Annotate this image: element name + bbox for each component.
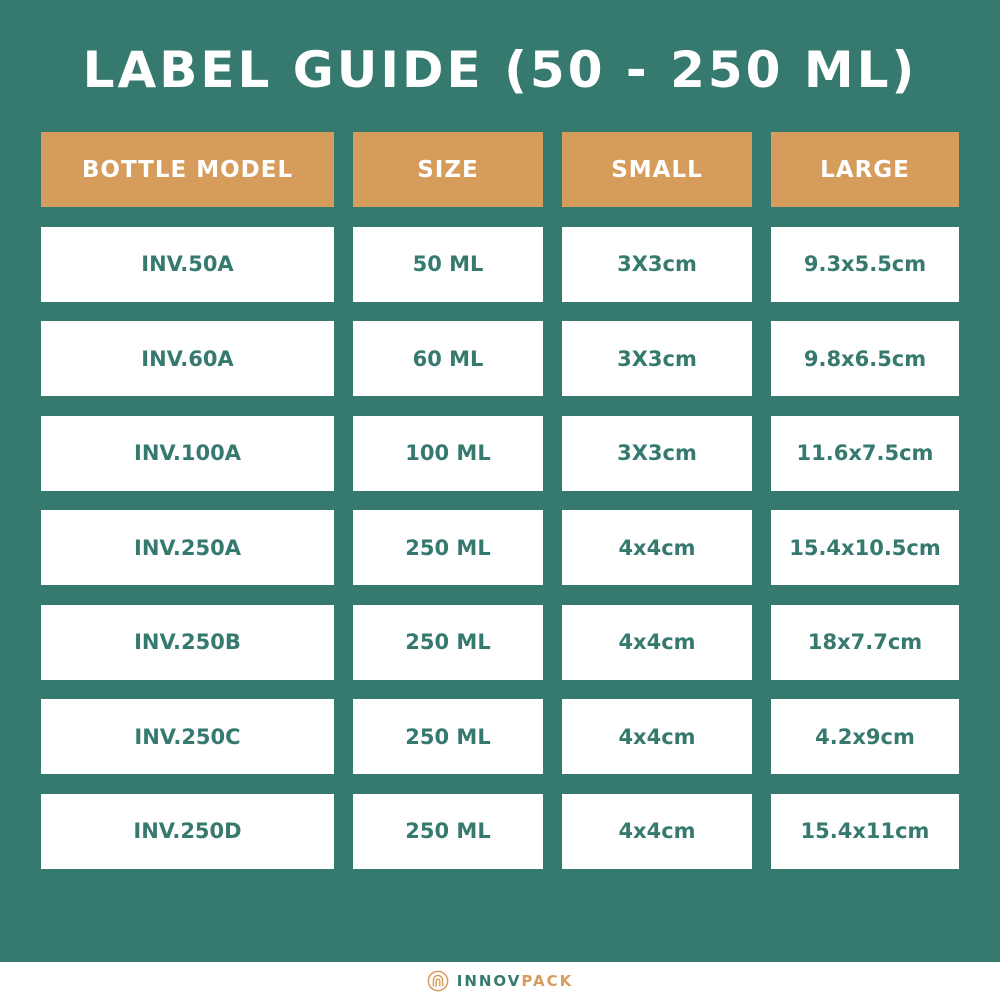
label-guide-table	[41, 132, 959, 869]
cell-model: INV.60A	[41, 321, 334, 396]
page-title: LABEL GUIDE (50 - 250 ML)	[82, 41, 918, 99]
cell-model: INV.250D	[41, 794, 334, 869]
cell-small: 3X3cm	[562, 416, 752, 491]
cell-size: 250 ML	[353, 510, 543, 585]
cell-large: 15.4x10.5cm	[771, 510, 959, 585]
cell-size: 100 ML	[353, 416, 543, 491]
innovpack-logo-icon	[427, 970, 449, 992]
cell-small: 4x4cm	[562, 794, 752, 869]
header-bottle-model: BOTTLE MODEL	[41, 132, 334, 207]
cell-large: 11.6x7.5cm	[771, 416, 959, 491]
brand-name-part1: INNOV	[456, 972, 522, 990]
header-size: SIZE	[353, 132, 543, 207]
cell-large: 15.4x11cm	[771, 794, 959, 869]
cell-small: 4x4cm	[562, 510, 752, 585]
cell-large: 9.3x5.5cm	[771, 227, 959, 302]
cell-size: 50 ML	[353, 227, 543, 302]
cell-model: INV.250A	[41, 510, 334, 585]
cell-model: INV.250C	[41, 699, 334, 774]
cell-small: 4x4cm	[562, 605, 752, 680]
header-small: SMALL	[562, 132, 752, 207]
cell-size: 60 ML	[353, 321, 543, 396]
cell-small: 3X3cm	[562, 227, 752, 302]
cell-large: 9.8x6.5cm	[771, 321, 959, 396]
brand-name	[457, 972, 574, 990]
cell-size: 250 ML	[353, 699, 543, 774]
cell-small: 4x4cm	[562, 699, 752, 774]
cell-large: 18x7.7cm	[771, 605, 959, 680]
cell-model: INV.100A	[41, 416, 334, 491]
footer-bar	[0, 962, 1000, 1000]
brand-name-part2: PACK	[521, 972, 574, 990]
cell-model: INV.250B	[41, 605, 334, 680]
header-large: LARGE	[771, 132, 959, 207]
cell-model: INV.50A	[41, 227, 334, 302]
cell-large: 4.2x9cm	[771, 699, 959, 774]
cell-small: 3X3cm	[562, 321, 752, 396]
cell-size: 250 ML	[353, 605, 543, 680]
cell-size: 250 ML	[353, 794, 543, 869]
